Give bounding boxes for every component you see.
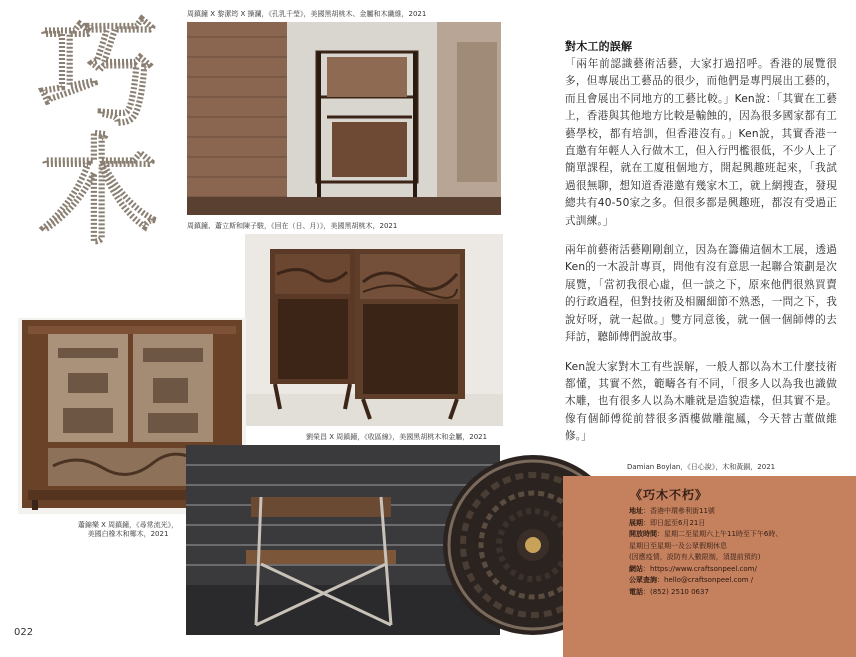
info-row-phone [629, 587, 851, 599]
caption-sideboard-line-2: 美國白橡木和椰木，2021 [87, 530, 169, 538]
article-paragraph-2: 兩年前藝術活藝剛剛創立，因為在籌備這個木工展，透過Ken的一木設計專頁，問他有沒有意思一起聯合策劃是次展覽，「當初我很心虛，但一談之下，原來他們很熟買賣的行政過程，但對技術及相關細節不熟悉，一問之下，我說好呀，就一起做。」雙方同意後，就一個一個師傅的去拜訪，聽師傅們說故事。 [565, 244, 837, 344]
info-row-address [629, 506, 851, 518]
info-link[interactable]: ：https://www.craftsonpeel.com/ [643, 564, 757, 573]
caption-loom: 周鎮鐘 X 黎潔筠 X 操瀾，《孔乳千瑩》，美國黑胡桃木、金屬和木纖維，2021 [187, 10, 427, 18]
info-value: ：即日起至6月21日 [643, 518, 706, 527]
info-label: 電話 [629, 587, 643, 596]
caption-doors: 劉榮昌 X 周鎮鐘，《收區線》，美國黑胡桃木和金屬，2021 [306, 433, 488, 441]
caption-sideboard [58, 521, 198, 539]
info-row-hours [629, 529, 851, 541]
caption-disc: Damian Boylan，《日心說》，木和黃銅，2021 [627, 463, 776, 471]
info-rows [629, 506, 851, 598]
info-row-hours-2 [629, 541, 851, 553]
headline-art [19, 5, 157, 295]
info-label: 地址 [629, 507, 643, 515]
loom-photo [187, 22, 501, 215]
article-paragraph-3: Ken說大家對木工有些誤解，一般人都以為木工什麼技術都懂，其實不然，範疇各有不同，「很多人以為我也識做木雕，也有很多人以為木雕就是造貌造樣，但其實不是。像有個師傅從前替很多酒樓做雕龍鳳，今天替古董做維修。」 [565, 360, 837, 443]
headline-text: 巧木 [19, 10, 157, 246]
info-row-dates [629, 518, 851, 530]
info-label: 開放時間 [629, 530, 657, 538]
info-label: 網站 [629, 564, 643, 573]
info-value: ：星期二至星期六上午11時至下午6時、 [657, 530, 783, 538]
info-row-hours-3 [629, 552, 851, 564]
article-heading: 對木工的誤解 [565, 40, 633, 53]
info-value: 星期日至星期一及公眾假期休息 [629, 541, 727, 550]
caption-sideboard-line-1: 蕭錦樂 X 周鎮鐘，《尋常流光》， [77, 521, 179, 529]
info-value: ：(852) 2510 0637 [643, 587, 709, 596]
info-label: 展期 [629, 518, 643, 527]
article-paragraph-1: 「兩年前認識藝術活藝，大家打過招呼。香港的展覽很多，但專展出工藝品的很少，而他們是專門展出工藝的，而且會展出不同地方的工藝比較。」Ken說：「其實在工藝上，香港與其他地方比較是輸蝕的，因為很多國家都有工藝學校，都有培訓，但香港沒有。」Ken說，其實香港一直邀有年輕人入行做木工，但入行門檻很低，不少人上了簡單課程，就在工廈租個地方，開起興趣班起來，「我試過很無聊，想知道香港邀有幾家木工，就上網搜查，發現總共有40-50家之多。但很多都是興趣班，都沒有受過正式訓練。」 [565, 58, 837, 227]
info-link[interactable]: ：hello@craftsonpeel.com / [657, 576, 754, 584]
info-value: ：香港中環參利街11號 [643, 507, 715, 515]
caption-cabinets: 周鎮鐘、蕭立斯和陳子駿，《回在（日、月）》，美國黑胡桃木，2021 [187, 222, 398, 230]
info-title: 《巧木不朽》 [630, 488, 709, 502]
article-body [565, 40, 837, 458]
info-label: 公眾查詢 [629, 576, 657, 584]
info-row-website [629, 564, 851, 576]
page-number: 022 [14, 627, 34, 638]
info-value: (因應疫情，設防有人數限制，須提前預約) [629, 553, 761, 561]
info-row-email [629, 575, 851, 587]
cabinets-photo [245, 234, 503, 426]
